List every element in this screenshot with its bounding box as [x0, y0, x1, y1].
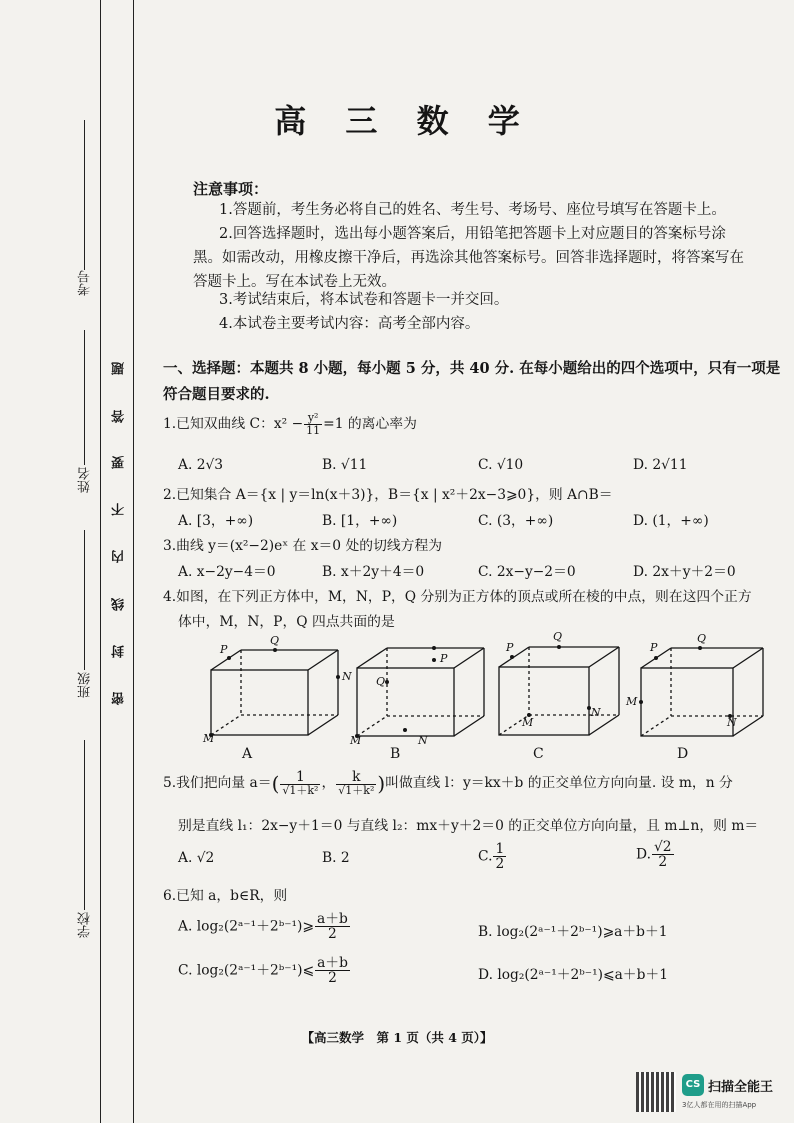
question-4-stem-cont: 体中，M，N，P，Q 四点共面的是	[178, 614, 395, 630]
question-5-stem: 5.我们把向量 a＝( $\frac{1}{\text{√1＋k²}}$ ， $\frac{k}{\text{√1＋k²}}$ )叫做直线 l：y＝kx＋b 的正交单位方向向量. 设 m，n 分	[163, 769, 733, 798]
option-d: D. (1，+∞)	[633, 513, 709, 529]
seal-char: 答	[112, 410, 127, 423]
option-a: A. log₂(2ᵃ⁻¹＋2ᵇ⁻¹)⩾ $\frac{a+b}{2}$	[178, 911, 348, 943]
point-label-p: P	[506, 641, 514, 654]
scanner-name: 扫描全能王	[708, 1080, 774, 1095]
point-label-p: P	[440, 652, 448, 665]
figure-label-b: B	[390, 746, 401, 762]
notice-heading: 注意事项：	[193, 180, 269, 198]
option-a: A. x−2y−4＝0	[178, 564, 276, 580]
option-a: A. 2√3	[178, 457, 224, 473]
seal-char: 密	[112, 692, 127, 705]
point-label-n: N	[727, 716, 737, 729]
option-b: B. 2	[322, 850, 350, 866]
cube-c	[499, 647, 619, 735]
page-title: 高 三 数 学	[274, 102, 534, 140]
point-label-m: M	[522, 716, 534, 729]
option-d: D. 2√11	[633, 457, 688, 473]
option-d: D. $\frac{√2}{2}$	[636, 839, 672, 871]
question-5-stem-cont: 别是直线 l₁：2x−y＋1＝0 与直线 l₂：mx＋y＋2＝0 的正交单位方向向量，且 m⊥n，则 m＝	[178, 818, 759, 834]
question-1-stem: 1.已知双曲线 C：x² − $\frac{\text{y²}}{11}$ =1 的离心率为	[163, 411, 417, 437]
option-c: C. (3，+∞)	[478, 513, 554, 529]
point-label-q: Q	[376, 675, 386, 688]
option-c: C. log₂(2ᵃ⁻¹＋2ᵇ⁻¹)⩽ $\frac{a+b}{2}$	[178, 955, 348, 987]
option-c: C. 2x−y−2＝0	[478, 564, 576, 580]
seal-char: 封	[112, 645, 127, 658]
field-kaohao: 考号	[78, 270, 93, 296]
point-label-m: M	[350, 734, 362, 747]
page-footer: 【高三数学 第 1 页（共 4 页）】	[301, 1030, 493, 1045]
seal-char: 要	[112, 456, 127, 469]
figure-label-c: C	[533, 746, 544, 762]
point-label-p: P	[650, 641, 658, 654]
point-label-q: Q	[553, 630, 563, 643]
camscanner-logo-icon: CS	[682, 1074, 704, 1096]
point-label-p: P	[220, 643, 228, 656]
point-label-q: Q	[697, 632, 707, 645]
seal-char: 不	[112, 503, 127, 516]
option-c: C. √10	[478, 457, 524, 473]
scanner-tagline: 3亿人都在用的扫描App	[682, 1101, 757, 1109]
point-label-q: Q	[270, 634, 280, 647]
point-label-m: M	[626, 695, 638, 708]
option-d: D. log₂(2ᵃ⁻¹＋2ᵇ⁻¹)⩽a＋b＋1	[478, 967, 668, 983]
seal-char: 题	[112, 362, 127, 375]
cube-b	[357, 648, 484, 736]
option-b: B. √11	[322, 457, 368, 473]
section-heading: 一、选择题：本题共 8 小题，每小题 5 分，共 40 分. 在每小题给出的四个选项中，只有一项是符合题目要求的.	[163, 360, 781, 403]
point-label-n: N	[591, 706, 601, 719]
option-a: A. √2	[178, 850, 215, 866]
cube-a	[211, 650, 338, 735]
option-b: B. log₂(2ᵃ⁻¹＋2ᵇ⁻¹)⩾a＋b＋1	[478, 924, 668, 940]
option-a: A. [3，+∞)	[178, 513, 254, 529]
seal-char: 线	[112, 598, 127, 611]
field-xingming: 姓名	[78, 467, 93, 493]
question-4-stem: 4.如图，在下列正方体中，M，N，P，Q 分别为正方体的顶点或所在棱的中点，则在这四个正方	[163, 589, 752, 605]
notice-item: 2.回答选择题时，选出每小题答案后，用铅笔把答题卡上对应题目的答案标号涂黑。如需改动，用橡皮擦干净后，再选涂其他答案标号。回答非选择题时，将答案写在答题卡上。写在本试卷上无效。	[193, 226, 744, 290]
figure-label-d: D	[677, 746, 689, 762]
question-3-stem: 3.曲线 y＝(x²−2)eˣ 在 x＝0 处的切线方程为	[163, 538, 443, 554]
question-2-stem: 2.已知集合 A＝{x | y＝ln(x＋3)}，B＝{x | x²＋2x−3⩾0}，则 A∩B＝	[163, 487, 613, 503]
option-d: D. 2x＋y＋2＝0	[633, 564, 736, 580]
figure-label-a: A	[242, 746, 253, 762]
point-label-n: N	[342, 670, 352, 683]
qr-code-icon	[636, 1072, 676, 1112]
notice-item: 1.答题前，考生务必将自己的姓名、考生号、考场号、座位号填写在答题卡上。	[219, 202, 726, 218]
point-label-n: N	[418, 734, 428, 747]
question-6-stem: 6.已知 a，b∈R，则	[163, 888, 288, 904]
option-c: C. $\frac{1}{2}$	[478, 841, 505, 873]
cube-d	[641, 648, 763, 736]
field-xuexiao: 学校	[78, 912, 93, 938]
point-label-m: M	[203, 732, 215, 745]
notice-item: 4.本试卷主要考试内容：高考全部内容。	[219, 316, 480, 332]
field-banji: 班级	[78, 672, 93, 698]
option-b: B. x＋2y＋4＝0	[322, 564, 425, 580]
seal-char: 内	[112, 550, 127, 563]
option-b: B. [1，+∞)	[322, 513, 398, 529]
notice-item: 3.考试结束后，将本试卷和答题卡一并交回。	[219, 292, 509, 308]
